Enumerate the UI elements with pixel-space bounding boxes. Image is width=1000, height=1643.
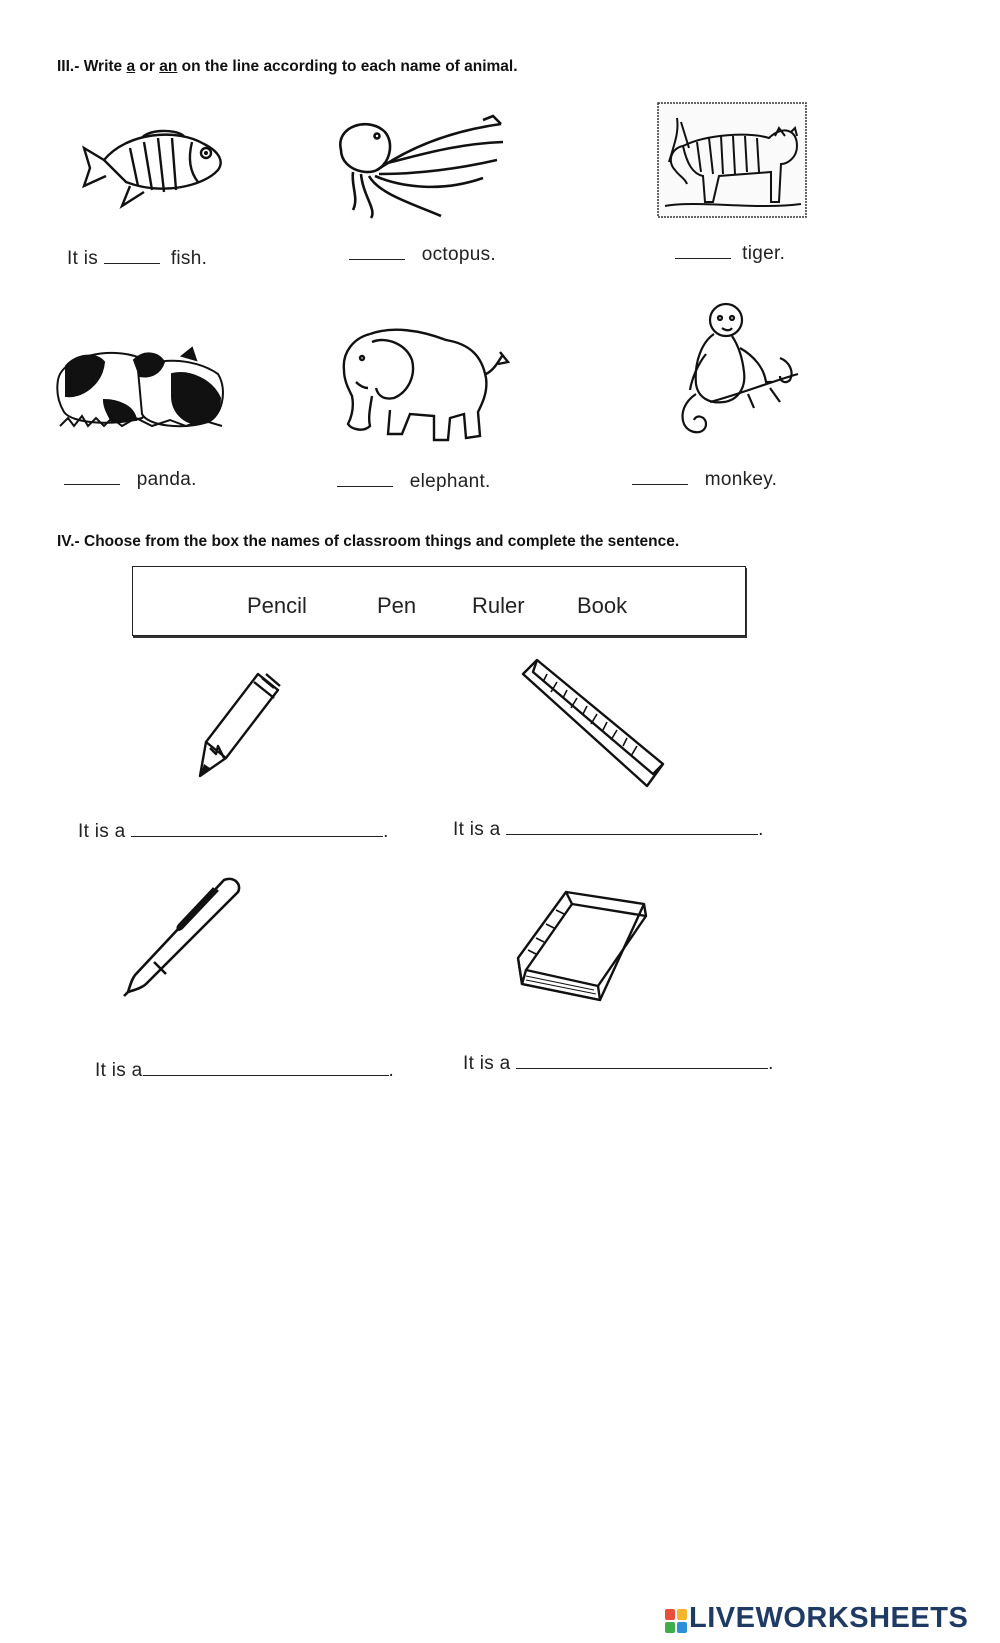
book-icon bbox=[512, 888, 654, 1008]
answer-blank-pencil[interactable] bbox=[131, 820, 383, 837]
sentence-end: . bbox=[758, 819, 764, 840]
monkey-sentence bbox=[632, 468, 777, 491]
word-ruler: Ruler bbox=[472, 593, 525, 618]
section-3-heading bbox=[57, 58, 518, 76]
sentence-prefix: It is bbox=[67, 248, 99, 269]
ruler-sentence bbox=[453, 818, 764, 841]
animal-word-tiger: tiger. bbox=[742, 243, 786, 264]
tiger-icon bbox=[657, 102, 807, 218]
animal-word-octopus: octopus. bbox=[421, 244, 496, 265]
octopus-sentence bbox=[349, 243, 496, 266]
pen-icon bbox=[120, 876, 244, 996]
word-box bbox=[132, 566, 746, 636]
word-pencil: Pencil bbox=[247, 593, 307, 618]
animal-word-elephant: elephant. bbox=[409, 471, 491, 492]
sentence-text: It is a bbox=[95, 1060, 143, 1081]
pen-sentence bbox=[95, 1059, 394, 1082]
octopus-icon bbox=[333, 112, 511, 220]
logo-text: LIVEWORKSHEETS bbox=[689, 1602, 969, 1634]
answer-blank-elephant[interactable] bbox=[337, 470, 393, 487]
elephant-icon bbox=[330, 322, 510, 446]
word-pen: Pen bbox=[377, 593, 417, 618]
answer-blank-fish[interactable] bbox=[104, 247, 160, 264]
animal-word-monkey: monkey. bbox=[704, 469, 778, 490]
heading-a: a bbox=[126, 58, 136, 75]
heading-text-end: on the line according to each name of animal. bbox=[177, 58, 518, 75]
ruler-icon bbox=[515, 656, 667, 792]
word-book: Book bbox=[577, 593, 628, 618]
fish-icon bbox=[82, 120, 227, 212]
sentence-text: It is a bbox=[453, 819, 501, 840]
sentence-end: . bbox=[383, 821, 389, 842]
fish-sentence bbox=[67, 247, 207, 270]
panda-icon bbox=[52, 340, 228, 430]
animal-word-fish: fish. bbox=[170, 248, 208, 269]
heading-text: III.- Write bbox=[57, 58, 127, 75]
pencil-icon bbox=[196, 668, 286, 784]
animal-word-panda: panda. bbox=[136, 469, 197, 490]
heading-or: or bbox=[135, 58, 160, 75]
answer-blank-monkey[interactable] bbox=[632, 468, 688, 485]
sentence-text: It is a bbox=[463, 1053, 511, 1074]
heading-an: an bbox=[159, 58, 178, 75]
answer-blank-octopus[interactable] bbox=[349, 243, 405, 260]
tiger-sentence bbox=[675, 242, 785, 265]
logo-mark-icon bbox=[665, 1609, 687, 1633]
elephant-sentence bbox=[337, 470, 491, 493]
sentence-end: . bbox=[768, 1053, 774, 1074]
answer-blank-book[interactable] bbox=[516, 1052, 768, 1069]
section-4-heading: IV.- Choose from the box the names of classroom things and complete the sentence. bbox=[57, 533, 680, 550]
monkey-icon bbox=[640, 298, 802, 440]
pencil-sentence bbox=[78, 820, 389, 843]
answer-blank-tiger[interactable] bbox=[675, 242, 731, 259]
panda-sentence bbox=[64, 468, 197, 491]
book-sentence bbox=[463, 1052, 774, 1075]
answer-blank-ruler[interactable] bbox=[506, 818, 758, 835]
answer-blank-pen[interactable] bbox=[143, 1059, 389, 1076]
sentence-text: It is a bbox=[78, 821, 126, 842]
answer-blank-panda[interactable] bbox=[64, 468, 120, 485]
sentence-end: . bbox=[388, 1060, 395, 1081]
